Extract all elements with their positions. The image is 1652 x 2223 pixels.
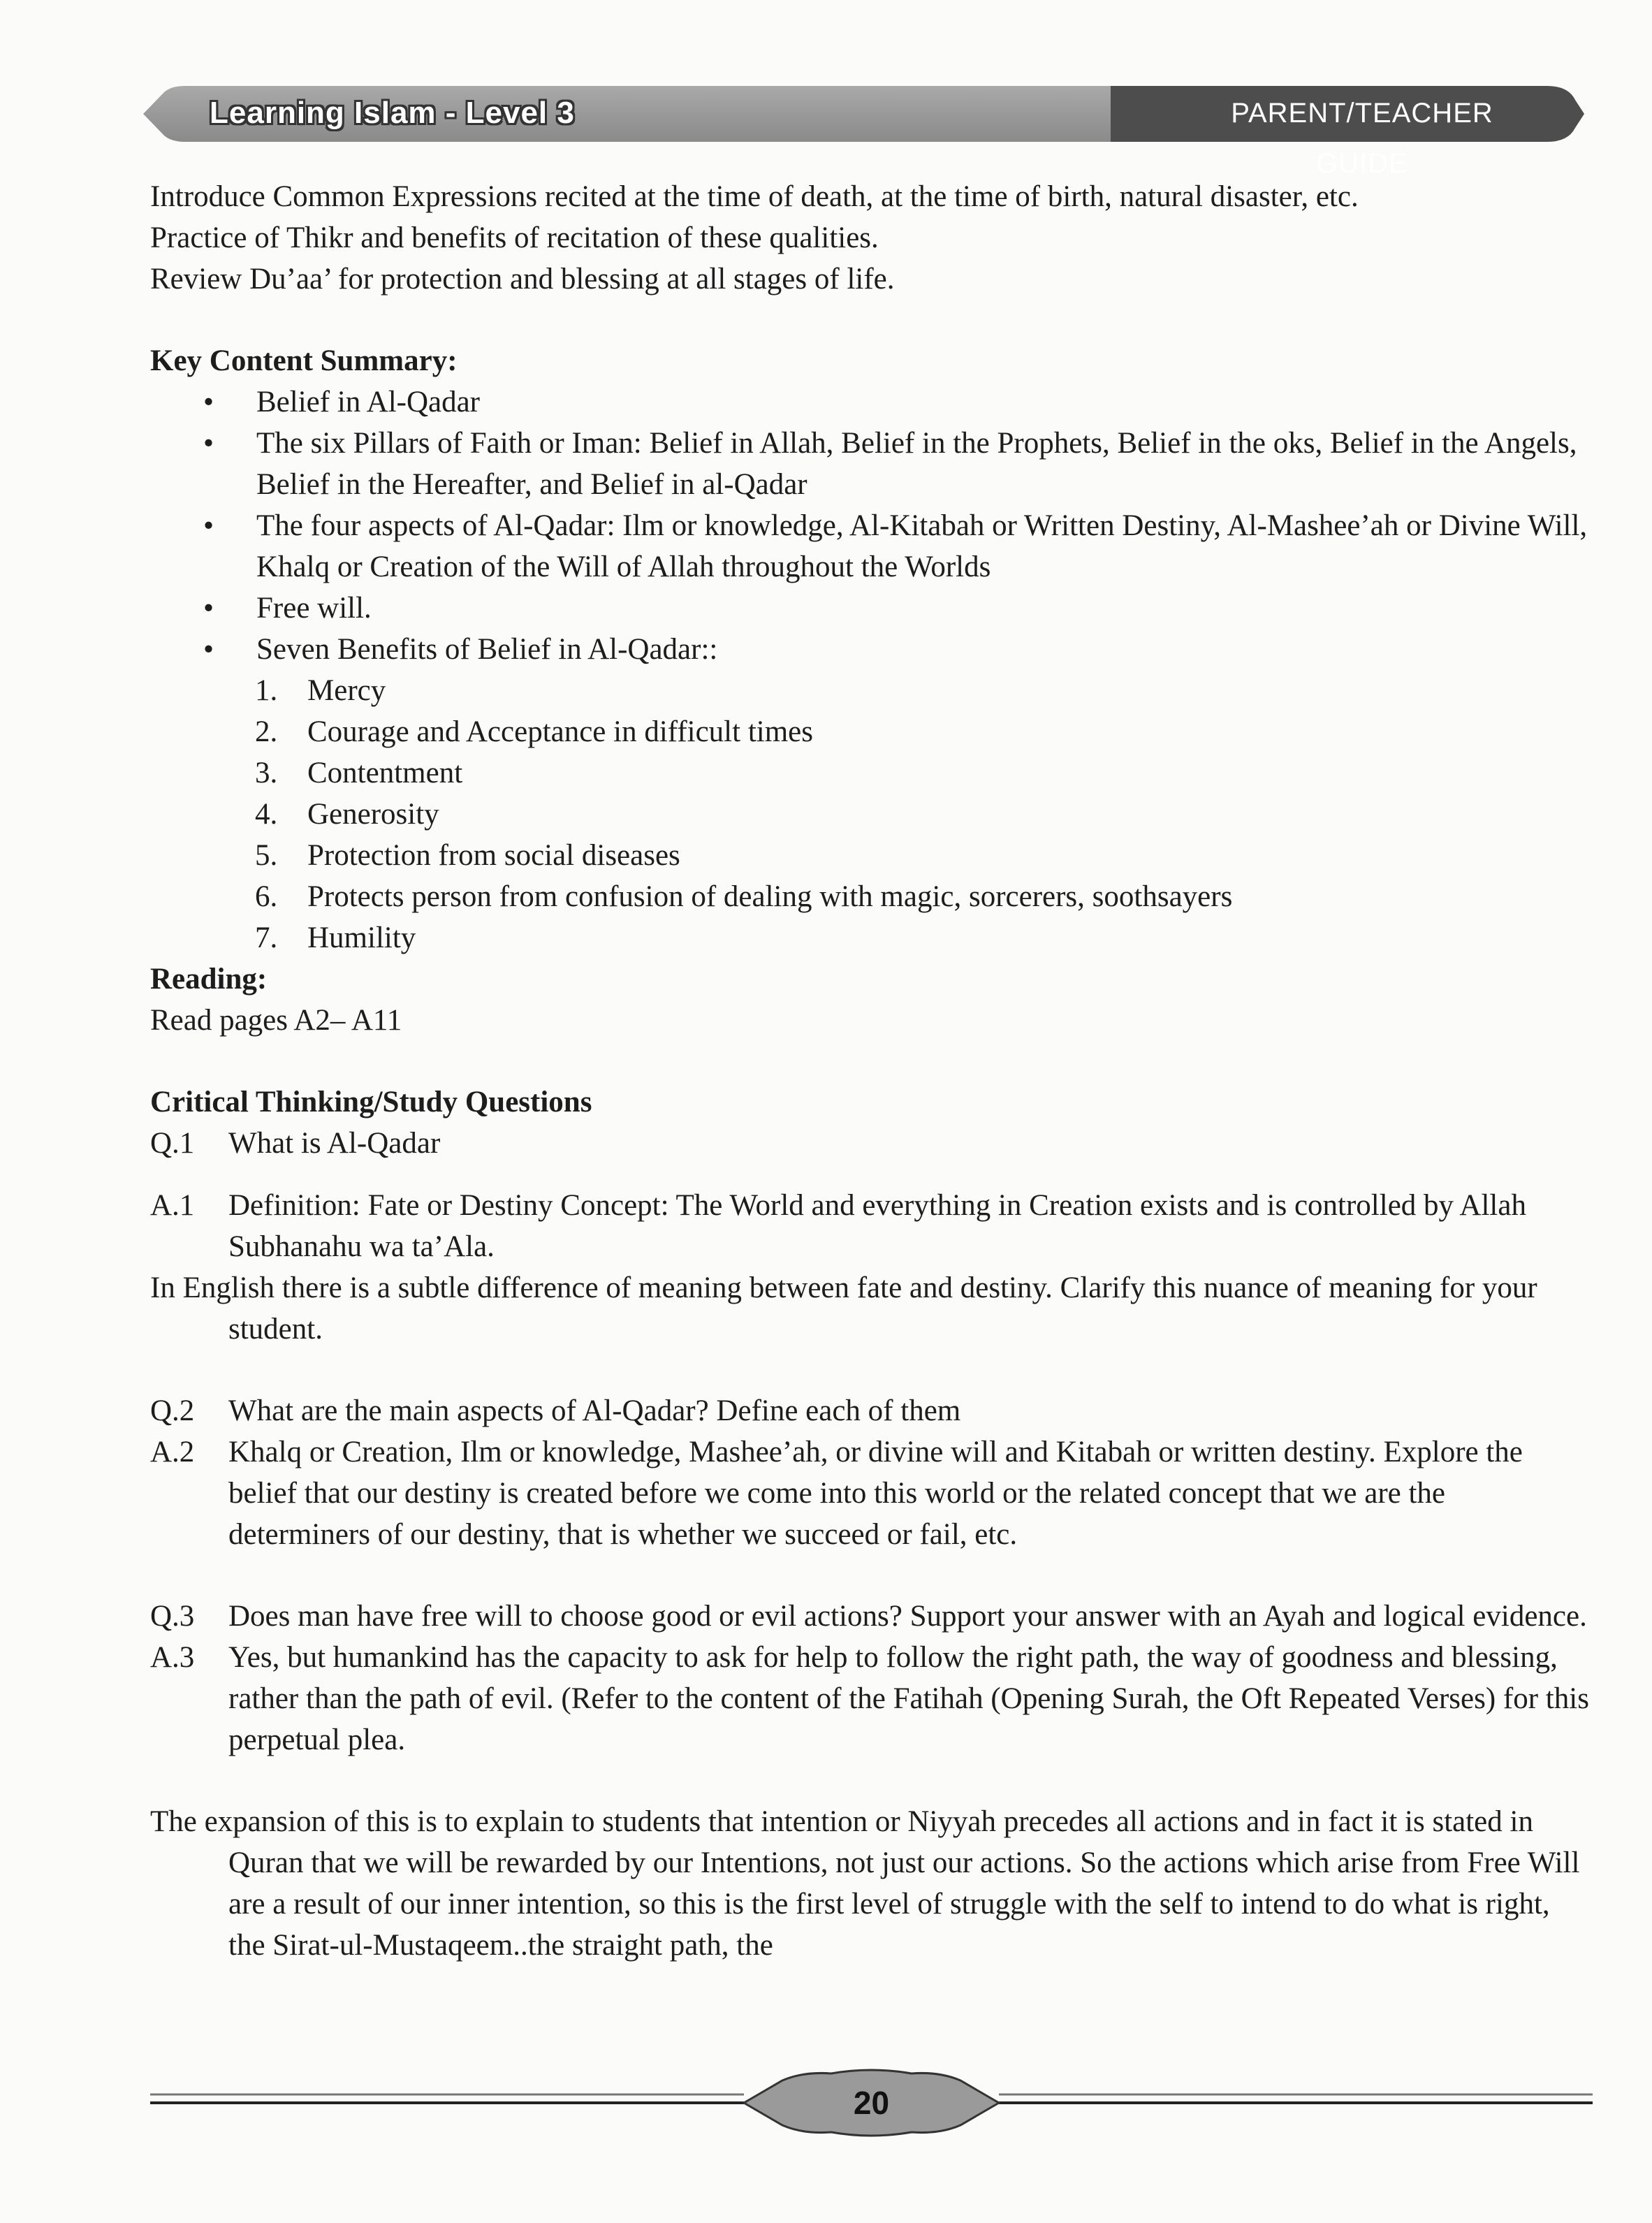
- answer-text: Definition: Fate or Destiny Concept: The World and everything in Creation exists and is controlled by Allah Subhanahu wa ta’Ala.: [228, 1189, 1526, 1263]
- bullet-item: [150, 588, 1589, 629]
- bullet-item: [150, 423, 1589, 505]
- benefit-text: Humility: [307, 921, 416, 954]
- benefit-text: Courage and Acceptance in difficult times: [307, 715, 813, 748]
- page-number: 20: [853, 2085, 890, 2121]
- page-footer: [150, 2068, 1593, 2138]
- bullet-text: Seven Benefits of Belief in Al-Qadar::: [256, 633, 718, 666]
- bullet-text: The six Pillars of Faith or Iman: Belief in Allah, Belief in the Prophets, Belief in the oks, Belief in the Angels, Belief in the Hereafter, and Belief in al-Qadar: [256, 427, 1577, 501]
- question-label: Q.1: [150, 1127, 195, 1160]
- question-text: Does man have free will to choose good or evil actions? Support your answer with an Ayah and logical evidence.: [228, 1600, 1587, 1633]
- intro-line: Review Du’aa’ for protection and blessing at all stages of life.: [150, 263, 895, 296]
- question-label: Q.3: [150, 1600, 195, 1633]
- benefit-item: [150, 794, 1589, 835]
- bullet-text: Free will.: [256, 592, 372, 625]
- bullet-text: Belief in Al-Qadar: [256, 386, 481, 418]
- reading-heading: Reading:: [150, 963, 268, 996]
- question-text: What are the main aspects of Al-Qadar? Define each of them: [228, 1394, 961, 1427]
- bullet-icon: •: [203, 592, 214, 625]
- answer-label: A.2: [150, 1436, 195, 1468]
- benefit-text: Protection from social diseases: [307, 839, 680, 872]
- bullet-icon: •: [203, 509, 214, 542]
- guide-title: PARENT/TEACHER GUIDE: [1231, 98, 1493, 179]
- answer-label: A.1: [150, 1189, 195, 1222]
- question-3: [150, 1596, 1589, 1637]
- answer-label: A.3: [150, 1641, 195, 1674]
- benefit-number: 1.: [255, 674, 278, 707]
- key-content-heading: Key Content Summary:: [150, 344, 458, 377]
- benefit-item: [150, 876, 1589, 917]
- bullet-item: [150, 505, 1589, 588]
- benefit-number: 7.: [255, 921, 278, 954]
- critical-thinking-heading: Critical Thinking/Study Questions: [150, 1086, 592, 1118]
- intro-line: Introduce Common Expressions recited at the time of death, at the time of birth, natural disaster, etc.: [150, 180, 1359, 213]
- benefit-item: [150, 752, 1589, 794]
- series-title: Learning Islam - Level 3: [210, 96, 575, 130]
- question-text: What is Al-Qadar: [228, 1127, 441, 1160]
- benefit-number: 2.: [255, 715, 278, 748]
- benefit-item: [150, 670, 1589, 711]
- bullet-icon: •: [203, 633, 214, 666]
- benefit-number: 4.: [255, 798, 278, 831]
- answer-text: Yes, but humankind has the capacity to ask for help to follow the right path, the way of goodness and blessing, rather than the path of evil. (Refer to the content of the Fatihah (Opening Surah, the Oft Repeated Verses) for this perpetual plea.: [228, 1641, 1589, 1756]
- question-1: [150, 1123, 1589, 1164]
- reading-text: Read pages A2– A11: [150, 1004, 402, 1037]
- benefit-number: 3.: [255, 757, 278, 789]
- answer-text: Khalq or Creation, Ilm or knowledge, Mashee’ah, or divine will and Kitabah or written destiny. Explore the belief that our destiny is created before we come into this world or the related concept that we are the determiners of our destiny, that is whether we succeed or fail, etc.: [228, 1436, 1523, 1551]
- page-content: [150, 176, 1589, 1966]
- benefit-text: Protects person from confusion of dealing with magic, sorcerers, soothsayers: [307, 880, 1233, 913]
- bullet-icon: •: [203, 386, 214, 418]
- bullet-text: The four aspects of Al-Qadar: Ilm or knowledge, Al-Kitabah or Written Destiny, Al-Mashee’ah or Divine Will, Khalq or Creation of the Will of Allah throughout the Worlds: [256, 509, 1588, 583]
- closing-paragraph: The expansion of this is to explain to students that intention or Niyyah precedes all actions and in fact it is stated in Quran that we will be rewarded by our Intentions, not just our actions. So the actions which arise from Free Will are a result of our inner intention, so this is the first level of struggle with the self to intend to do what is right, the Sirat-ul-Mustaqeem..the straight path, the: [150, 1805, 1580, 1962]
- question-2: [150, 1390, 1589, 1431]
- benefit-number: 5.: [255, 839, 278, 872]
- intro-line: Practice of Thikr and benefits of recitation of these qualities.: [150, 221, 879, 254]
- header-banner: [143, 82, 1586, 179]
- question-label: Q.2: [150, 1394, 195, 1427]
- answer-1: [150, 1185, 1589, 1267]
- benefit-item: [150, 711, 1589, 752]
- benefit-item: [150, 835, 1589, 876]
- note-paragraph: In English there is a subtle difference of meaning between fate and destiny. Clarify this nuance of meaning for your student.: [150, 1271, 1537, 1346]
- benefit-number: 6.: [255, 880, 278, 913]
- benefit-text: Contentment: [307, 757, 463, 789]
- benefit-text: Generosity: [307, 798, 439, 831]
- benefit-item: [150, 917, 1589, 959]
- answer-3: [150, 1637, 1589, 1761]
- benefit-text: Mercy: [307, 674, 386, 707]
- bullet-item: [150, 629, 1589, 670]
- answer-2: [150, 1431, 1589, 1555]
- bullet-item: [150, 381, 1589, 423]
- bullet-icon: •: [203, 427, 214, 460]
